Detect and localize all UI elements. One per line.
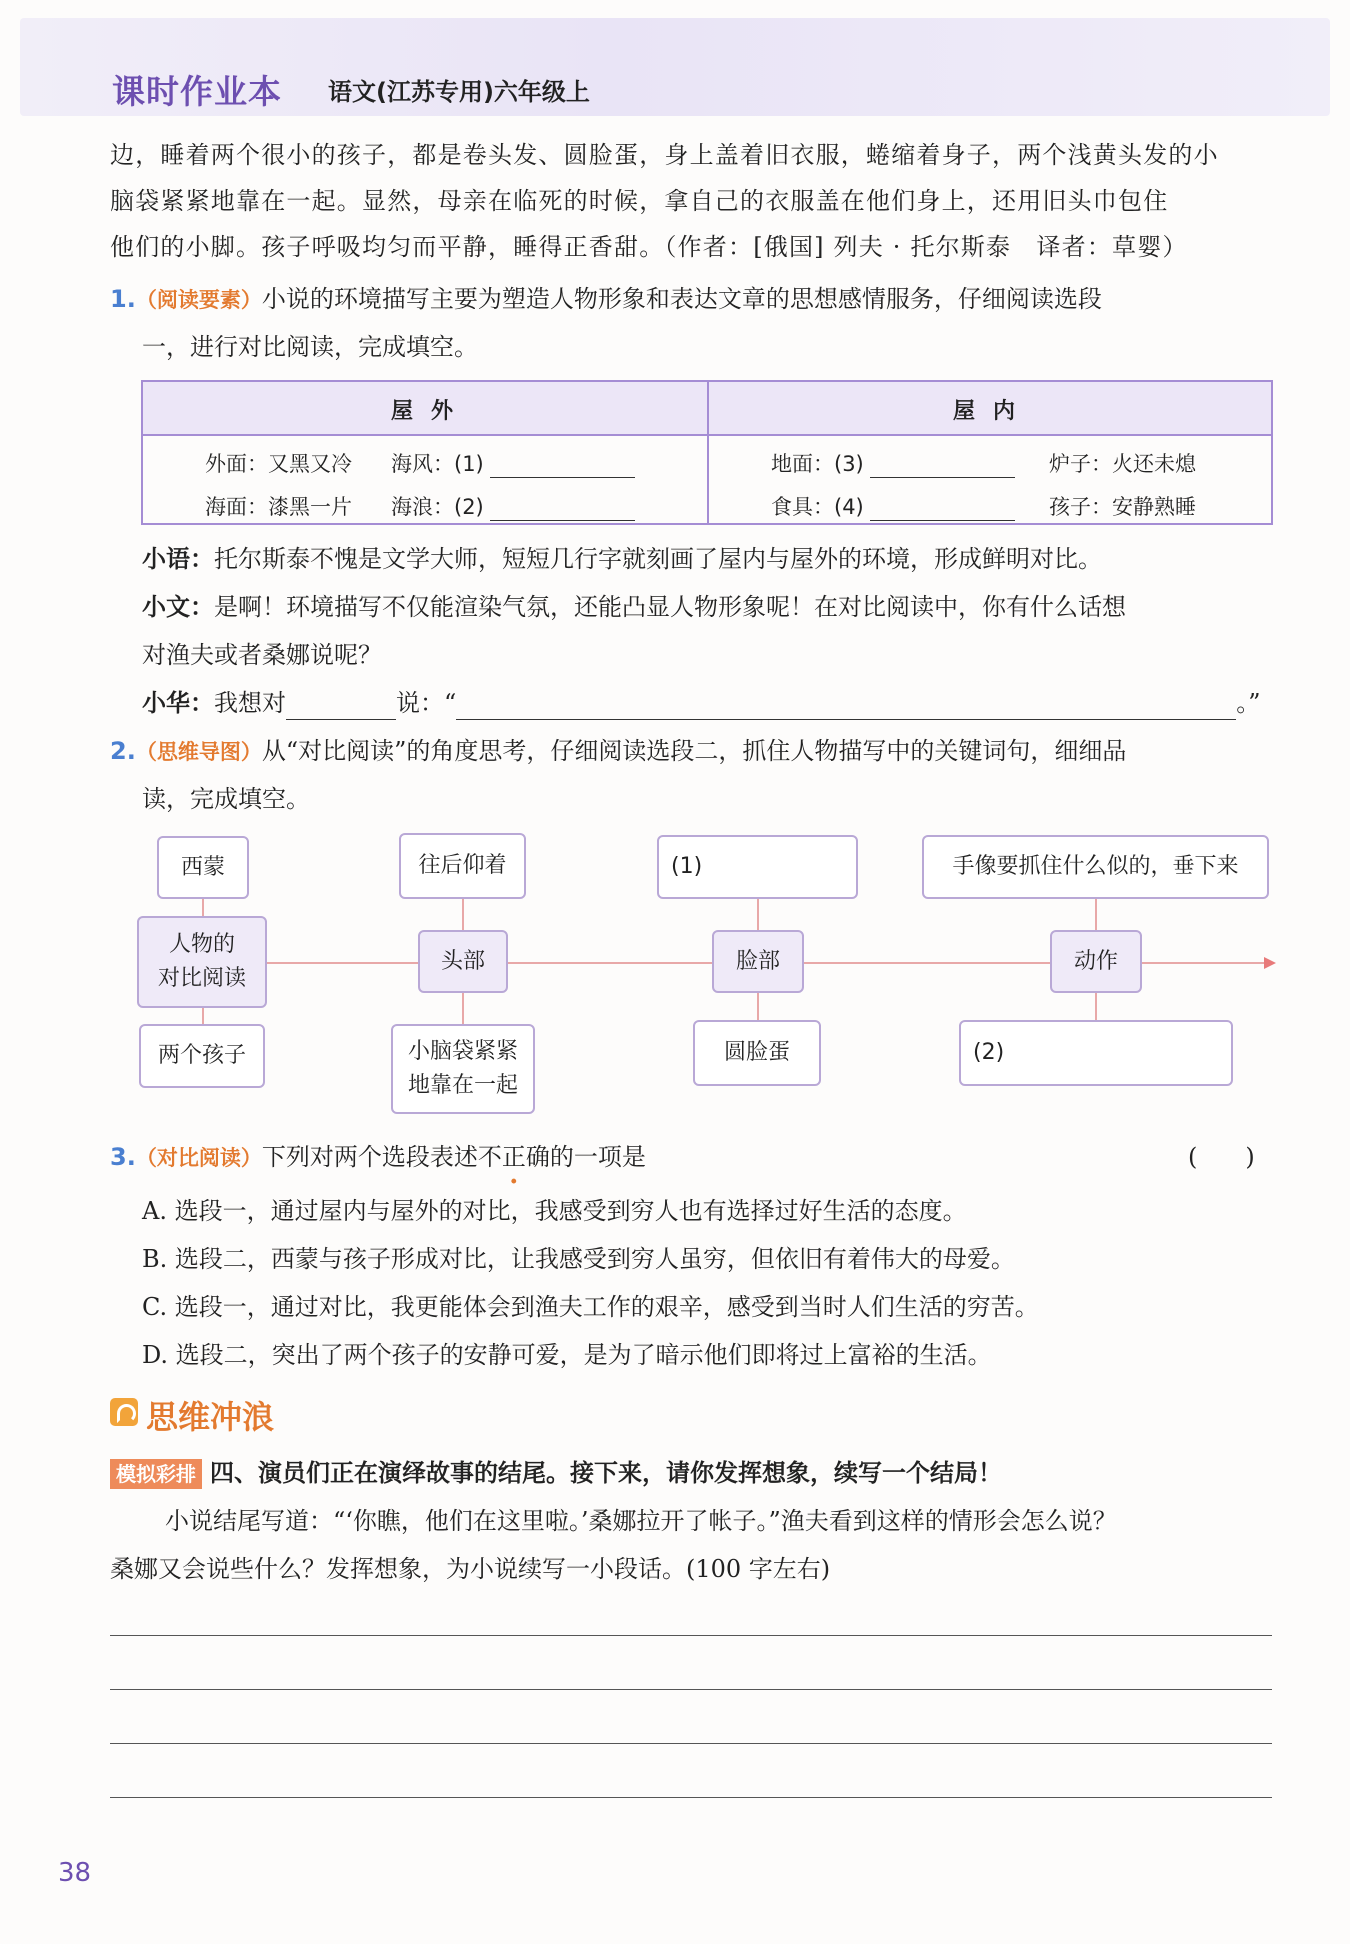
rehearsal-badge: 模拟彩排	[110, 1459, 202, 1489]
node-face-blank[interactable]: (1)	[657, 835, 858, 899]
dialogue-xiaowen	[142, 590, 1126, 624]
book-subtitle: 语文(江苏专用)六年级上	[328, 78, 590, 106]
axis-arrow-icon	[1264, 957, 1276, 969]
table-cell-outside-1: 外面：又黑又冷	[205, 452, 352, 476]
question-3-number: 3.	[110, 1143, 136, 1171]
question-1-text-cont: 一，进行对比阅读，完成填空。	[142, 333, 478, 361]
blank-addressee[interactable]	[286, 697, 396, 720]
question-1-number: 1.	[110, 285, 136, 313]
option-c[interactable]: C. 选段一，通过对比，我更能体会到渔夫工作的艰辛，感受到当时人们生活的穷苦。	[142, 1293, 1039, 1321]
blank-2[interactable]	[490, 498, 635, 521]
question-4: 模拟彩排 四、演员们正在演绎故事的结尾。接下来，请你发挥想象，续写一个结局！	[110, 1456, 1002, 1490]
node-head-bottom: 小脑袋紧紧 地靠在一起	[391, 1024, 535, 1114]
brand-title: 课时作业本	[112, 72, 282, 111]
question-1-text: 小说的环境描写主要为塑造人物形象和表达文章的思想感情服务，仔细阅读选段	[261, 285, 1102, 313]
dialogue-xiaowen-cont: 对渔夫或者桑娜说呢？	[142, 641, 382, 669]
option-d[interactable]: D. 选段二，突出了两个孩子的安静可爱，是为了暗示他们即将过上富裕的生活。	[142, 1341, 992, 1369]
passage-line-3: 他们的小脚。孩子呼吸均匀而平静，睡得正香甜。（作者：[俄国] 列夫 · 托尔斯泰 译者：草婴）	[110, 233, 1188, 261]
node-action: 动作	[1050, 930, 1142, 993]
passage-line-1: 边，睡着两个很小的孩子，都是卷头发、圆脸蛋，身上盖着旧衣服，蜷缩着身子，两个浅黄头发的小	[110, 141, 1219, 169]
question-3-tag: （对比阅读）	[135, 1145, 262, 1170]
answer-paren[interactable]: ( )	[1188, 1143, 1255, 1171]
question-4-para-1: 小说结尾写道：“‘你瞧，他们在这里啦。’桑娜拉开了帐子。”渔夫看到这样的情形会怎么说？	[165, 1507, 1117, 1535]
table-cell-floor: 地面：(3)	[771, 448, 1015, 478]
blank-4[interactable]	[870, 498, 1015, 521]
dialogue-xiaoyu	[142, 542, 1102, 576]
comparison-table	[141, 380, 1273, 525]
question-3: 3.（对比阅读）下列对两个选段表述不正确的一项是	[110, 1143, 646, 1171]
question-2-text-cont: 读，完成填空。	[142, 785, 310, 813]
blank-3[interactable]	[870, 455, 1015, 478]
node-face-bottom: 圆脸蛋	[693, 1020, 821, 1086]
option-a[interactable]: A. 选段一，通过屋内与屋外的对比，我感受到穷人也有选择过好生活的态度。	[142, 1197, 967, 1225]
question-2-number: 2.	[110, 737, 136, 765]
node-face: 脸部	[712, 930, 804, 993]
table-divider	[707, 382, 709, 523]
speaker-xiaoyu: 小语：	[142, 544, 214, 573]
question-1-tag: （阅读要素）	[135, 287, 262, 312]
node-action-blank[interactable]: (2)	[959, 1020, 1233, 1086]
option-b[interactable]: B. 选段二，西蒙与孩子形成对比，让我感受到穷人虽穷，但依旧有着伟大的母爱。	[142, 1245, 1015, 1273]
node-head: 头部	[418, 930, 508, 993]
table-cell-seawind: 海风：(1)	[391, 448, 635, 478]
writing-line-3[interactable]	[110, 1743, 1272, 1744]
node-head-top: 往后仰着	[399, 833, 526, 899]
writing-line-4[interactable]	[110, 1797, 1272, 1798]
writing-line-2[interactable]	[110, 1689, 1272, 1690]
question-1	[110, 282, 1102, 317]
passage-line-2: 脑袋紧紧地靠在一起。显然，母亲在临死的时候，拿自己的衣服盖在他们身上，还用旧头巾包住	[110, 187, 1169, 215]
blank-message[interactable]	[456, 697, 1236, 720]
page-header	[20, 18, 1330, 116]
table-cell-stove: 炉子：火还未熄	[1049, 452, 1196, 476]
table-cell-children: 孩子：安静熟睡	[1049, 495, 1196, 519]
xiaowen-text: 是啊！环境描写不仅能渲染气氛，还能凸显人物形象呢！在对比阅读中，你有什么话想	[214, 593, 1126, 621]
emphasis-not-correct: 不正确	[477, 1143, 550, 1171]
table-cell-dishes: 食具：(4)	[771, 491, 1015, 521]
xiaoyu-text: 托尔斯泰不愧是文学大师，短短几行字就刻画了屋内与屋外的环境，形成鲜明对比。	[214, 545, 1102, 573]
blank-1[interactable]	[490, 455, 635, 478]
page-number: 38	[58, 1858, 92, 1888]
question-2-tag: （思维导图）	[135, 739, 262, 764]
node-two-children: 两个孩子	[139, 1024, 265, 1088]
question-2-text: 从“对比阅读”的角度思考，仔细阅读选段二，抓住人物描写中的关键词句，细细品	[261, 737, 1127, 765]
writing-line-1[interactable]	[110, 1635, 1272, 1636]
node-action-top: 手像要抓住什么似的，垂下来	[922, 835, 1269, 899]
node-character-comparison: 人物的 对比阅读	[137, 916, 267, 1008]
table-cell-waves: 海浪：(2)	[391, 491, 635, 521]
node-ximeng: 西蒙	[157, 836, 249, 899]
question-4-para-2: 桑娜又会说些什么？发挥想象，为小说续写一小段话。(100 字左右)	[110, 1555, 831, 1583]
table-cell-outside-2: 海面：漆黑一片	[205, 495, 352, 519]
speaker-xiaohua: 小华：	[142, 688, 214, 717]
table-head-inside: 屋内	[953, 399, 1034, 424]
question-2	[110, 734, 1126, 769]
speaker-xiaowen: 小文：	[142, 592, 214, 621]
dialogue-xiaohua: 小华：我想对 说：“ 。”	[142, 686, 1261, 720]
section-title: 思维冲浪	[146, 1398, 275, 1436]
surf-icon	[110, 1398, 138, 1426]
table-head-outside: 屋外	[391, 399, 472, 424]
